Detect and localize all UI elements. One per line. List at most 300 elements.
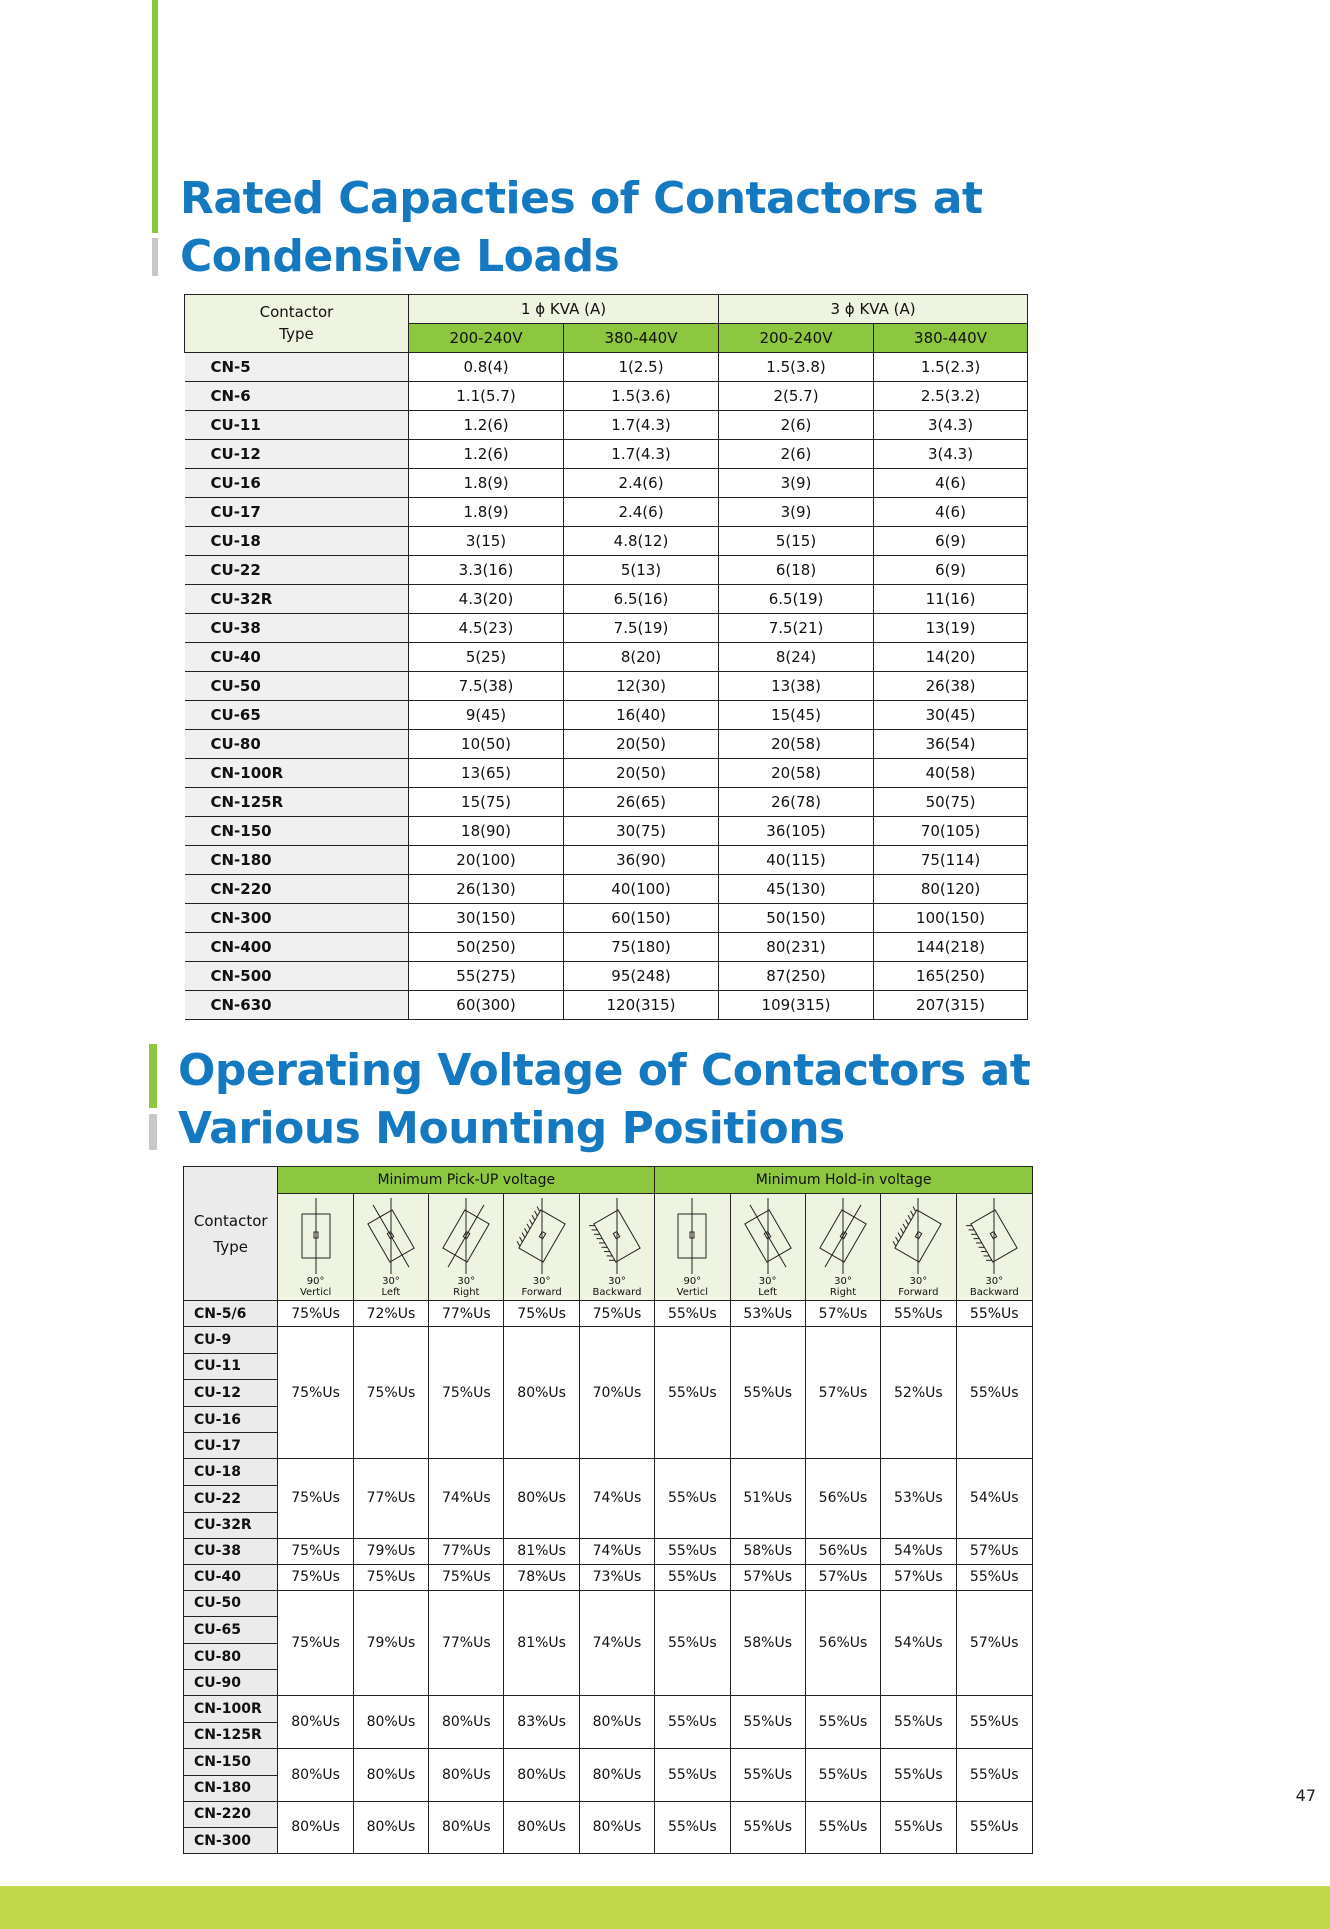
- capacity-cell: 7.5(38): [409, 672, 564, 701]
- mounting-position-header: [730, 1194, 805, 1301]
- table-row: [185, 933, 1028, 962]
- contactor-type-cell: CN-5/6: [184, 1301, 278, 1327]
- voltage-cell: 53%Us: [730, 1301, 805, 1327]
- capacity-cell: 109(315): [719, 991, 874, 1020]
- position-angle: 30°: [532, 1276, 551, 1287]
- voltage-cell: 79%Us: [353, 1590, 428, 1696]
- capacity-cell: 45(130): [719, 875, 874, 904]
- voltage-cell: 51%Us: [730, 1459, 805, 1538]
- contactor-type-cell: CU-38: [185, 614, 409, 643]
- capacity-cell: 60(150): [564, 904, 719, 933]
- contactor-type-cell: CN-220: [184, 1801, 278, 1828]
- voltage-cell: 75%Us: [278, 1301, 353, 1327]
- voltage-cell: 55%Us: [655, 1801, 730, 1854]
- table-row: [185, 875, 1028, 904]
- capacity-cell: 6.5(16): [564, 585, 719, 614]
- voltage-cell: 80%Us: [579, 1748, 654, 1801]
- capacity-cell: 5(25): [409, 643, 564, 672]
- position-name: Forward: [521, 1287, 562, 1298]
- table-row: [184, 1590, 1033, 1617]
- table-row: [185, 788, 1028, 817]
- t2-holdin-header: Minimum Hold-in voltage: [655, 1167, 1033, 1194]
- voltage-cell: 80%Us: [504, 1748, 579, 1801]
- capacity-cell: 20(58): [719, 759, 874, 788]
- voltage-cell: 54%Us: [956, 1459, 1032, 1538]
- capacity-cell: 1.5(3.6): [564, 382, 719, 411]
- voltage-cell: 80%Us: [429, 1696, 504, 1749]
- accent-bar-gray-mid: [149, 1114, 157, 1150]
- voltage-cell: 55%Us: [881, 1801, 956, 1854]
- voltage-cell: 77%Us: [429, 1538, 504, 1564]
- voltage-cell: 80%Us: [429, 1748, 504, 1801]
- voltage-cell: 52%Us: [881, 1327, 956, 1459]
- voltage-cell: 80%Us: [504, 1801, 579, 1854]
- voltage-cell: 55%Us: [956, 1696, 1032, 1749]
- contactor-type-cell: CU-50: [184, 1590, 278, 1617]
- contactor-type-cell: CU-22: [184, 1485, 278, 1512]
- mounting-position-header: [655, 1194, 730, 1301]
- voltage-cell: 55%Us: [655, 1301, 730, 1327]
- t2-contactor-type-header: Contactor Type: [184, 1167, 278, 1301]
- table-row: [185, 672, 1028, 701]
- capacity-cell: 10(50): [409, 730, 564, 759]
- voltage-cell: 55%Us: [805, 1696, 880, 1749]
- voltage-cell: 57%Us: [956, 1590, 1032, 1696]
- backward-tilt-mount-icon: [957, 1196, 1032, 1276]
- table-row: [185, 498, 1028, 527]
- contactor-type-cell: CN-300: [184, 1828, 278, 1854]
- capacity-cell: 26(65): [564, 788, 719, 817]
- capacity-cell: 1.8(9): [409, 498, 564, 527]
- section2-title: Operating Voltage of Contactors at Various Mounting Positions: [178, 1045, 1031, 1154]
- voltage-cell: 55%Us: [730, 1748, 805, 1801]
- capacity-cell: 3(9): [719, 469, 874, 498]
- voltage-cell: 53%Us: [881, 1459, 956, 1538]
- capacity-cell: 2(6): [719, 440, 874, 469]
- capacity-cell: 207(315): [874, 991, 1028, 1020]
- backward-tilt-mount-icon: [580, 1196, 654, 1276]
- capacity-cell: 4.3(20): [409, 585, 564, 614]
- capacity-cell: 6.5(19): [719, 585, 874, 614]
- voltage-cell: 80%Us: [429, 1801, 504, 1854]
- voltage-cell: 55%Us: [655, 1590, 730, 1696]
- contactor-type-cell: CU-50: [185, 672, 409, 701]
- contactor-type-cell: CN-150: [185, 817, 409, 846]
- contactor-type-cell: CN-180: [184, 1775, 278, 1801]
- table-row: [185, 440, 1028, 469]
- contactor-type-cell: CU-40: [185, 643, 409, 672]
- capacity-cell: 1.1(5.7): [409, 382, 564, 411]
- capacity-cell: 30(150): [409, 904, 564, 933]
- t1-single-phase-header: 1 ϕ KVA (A): [409, 295, 719, 324]
- voltage-cell: 55%Us: [655, 1748, 730, 1801]
- capacity-cell: 30(45): [874, 701, 1028, 730]
- capacity-cell: 1.5(3.8): [719, 353, 874, 382]
- position-angle: 90°: [683, 1276, 702, 1287]
- right-tilt-mount-icon: [806, 1196, 880, 1276]
- table-row: [185, 817, 1028, 846]
- operating-voltage-table: [183, 1166, 1033, 1854]
- voltage-cell: 80%Us: [353, 1801, 428, 1854]
- voltage-cell: 55%Us: [956, 1327, 1032, 1459]
- capacity-cell: 7.5(21): [719, 614, 874, 643]
- capacity-cell: 4(6): [874, 469, 1028, 498]
- voltage-cell: 55%Us: [805, 1748, 880, 1801]
- capacity-cell: 70(105): [874, 817, 1028, 846]
- voltage-cell: 80%Us: [579, 1801, 654, 1854]
- capacity-cell: 165(250): [874, 962, 1028, 991]
- capacity-cell: 16(40): [564, 701, 719, 730]
- position-angle: 30°: [909, 1276, 928, 1287]
- capacity-cell: 75(180): [564, 933, 719, 962]
- capacity-cell: 6(9): [874, 527, 1028, 556]
- t1-voltage-header: 200-240V: [409, 324, 564, 353]
- capacity-cell: 7.5(19): [564, 614, 719, 643]
- voltage-cell: 75%Us: [278, 1459, 353, 1538]
- voltage-cell: 80%Us: [504, 1327, 579, 1459]
- contactor-type-cell: CU-18: [184, 1459, 278, 1486]
- capacity-cell: 1.8(9): [409, 469, 564, 498]
- capacity-cell: 18(90): [409, 817, 564, 846]
- voltage-cell: 75%Us: [429, 1327, 504, 1459]
- rated-capacities-table: [184, 294, 1028, 1020]
- voltage-cell: 83%Us: [504, 1696, 579, 1749]
- capacity-cell: 3(15): [409, 527, 564, 556]
- voltage-cell: 57%Us: [730, 1564, 805, 1590]
- capacity-cell: 8(24): [719, 643, 874, 672]
- contactor-type-cell: CN-150: [184, 1748, 278, 1775]
- capacity-cell: 2.4(6): [564, 469, 719, 498]
- position-angle: 30°: [457, 1276, 476, 1287]
- table-row: [184, 1327, 1033, 1354]
- contactor-type-cell: CN-220: [185, 875, 409, 904]
- voltage-cell: 56%Us: [805, 1459, 880, 1538]
- capacity-cell: 1.7(4.3): [564, 411, 719, 440]
- voltage-cell: 55%Us: [655, 1564, 730, 1590]
- capacity-cell: 55(275): [409, 962, 564, 991]
- contactor-type-cell: CU-40: [184, 1564, 278, 1590]
- voltage-cell: 74%Us: [579, 1538, 654, 1564]
- capacity-cell: 50(250): [409, 933, 564, 962]
- capacity-cell: 20(50): [564, 759, 719, 788]
- capacity-cell: 95(248): [564, 962, 719, 991]
- capacity-cell: 2.4(6): [564, 498, 719, 527]
- voltage-cell: 77%Us: [353, 1459, 428, 1538]
- capacity-cell: 1.7(4.3): [564, 440, 719, 469]
- voltage-cell: 75%Us: [504, 1301, 579, 1327]
- contactor-type-cell: CU-12: [184, 1380, 278, 1407]
- contactor-type-cell: CN-180: [185, 846, 409, 875]
- capacity-cell: 9(45): [409, 701, 564, 730]
- capacity-cell: 11(16): [874, 585, 1028, 614]
- t1-voltage-header: 380-440V: [874, 324, 1028, 353]
- voltage-cell: 55%Us: [956, 1748, 1032, 1801]
- position-name: Left: [381, 1287, 401, 1298]
- voltage-cell: 57%Us: [805, 1564, 880, 1590]
- voltage-cell: 81%Us: [504, 1538, 579, 1564]
- voltage-cell: 55%Us: [655, 1327, 730, 1459]
- table-row: [185, 382, 1028, 411]
- contactor-type-cell: CN-300: [185, 904, 409, 933]
- mounting-position-header: [579, 1194, 654, 1301]
- capacity-cell: 0.8(4): [409, 353, 564, 382]
- table-row: [185, 701, 1028, 730]
- position-name: Right: [453, 1287, 480, 1298]
- contactor-type-cell: CU-65: [184, 1617, 278, 1644]
- accent-bar-gray-top: [152, 238, 158, 276]
- table-row: [185, 962, 1028, 991]
- capacity-cell: 14(20): [874, 643, 1028, 672]
- table-row: [185, 469, 1028, 498]
- voltage-cell: 80%Us: [579, 1696, 654, 1749]
- t2-pickup-header: Minimum Pick-UP voltage: [278, 1167, 655, 1194]
- voltage-cell: 55%Us: [655, 1696, 730, 1749]
- voltage-cell: 75%Us: [278, 1564, 353, 1590]
- contactor-type-cell: CN-400: [185, 933, 409, 962]
- contactor-type-cell: CU-38: [184, 1538, 278, 1564]
- voltage-cell: 57%Us: [881, 1564, 956, 1590]
- voltage-cell: 80%Us: [278, 1748, 353, 1801]
- table-row: [185, 730, 1028, 759]
- voltage-cell: 74%Us: [429, 1459, 504, 1538]
- capacity-cell: 2(5.7): [719, 382, 874, 411]
- voltage-cell: 77%Us: [429, 1301, 504, 1327]
- capacity-cell: 2.5(3.2): [874, 382, 1028, 411]
- forward-tilt-mount-icon: [504, 1196, 578, 1276]
- voltage-cell: 75%Us: [429, 1564, 504, 1590]
- mounting-position-header: [429, 1194, 504, 1301]
- contactor-type-cell: CU-22: [185, 556, 409, 585]
- capacity-cell: 13(65): [409, 759, 564, 788]
- capacity-cell: 3(4.3): [874, 440, 1028, 469]
- capacity-cell: 6(9): [874, 556, 1028, 585]
- footer-bar: [0, 1886, 1330, 1929]
- capacity-cell: 1.5(2.3): [874, 353, 1028, 382]
- mounting-position-header: [881, 1194, 956, 1301]
- contactor-type-cell: CN-5: [185, 353, 409, 382]
- position-name: Verticl: [299, 1287, 332, 1298]
- voltage-cell: 75%Us: [278, 1590, 353, 1696]
- capacity-cell: 20(50): [564, 730, 719, 759]
- voltage-cell: 70%Us: [579, 1327, 654, 1459]
- voltage-cell: 55%Us: [655, 1459, 730, 1538]
- contactor-type-cell: CU-11: [184, 1353, 278, 1380]
- contactor-type-cell: CU-17: [185, 498, 409, 527]
- capacity-cell: 40(58): [874, 759, 1028, 788]
- capacity-cell: 5(15): [719, 527, 874, 556]
- vertical-mount-icon: [655, 1196, 729, 1276]
- contactor-type-cell: CN-100R: [184, 1696, 278, 1723]
- contactor-type-cell: CU-32R: [185, 585, 409, 614]
- capacity-cell: 5(13): [564, 556, 719, 585]
- contactor-type-cell: CU-32R: [184, 1512, 278, 1538]
- position-name: Verticl: [676, 1287, 708, 1298]
- contactor-type-cell: CU-80: [185, 730, 409, 759]
- capacity-cell: 1.2(6): [409, 440, 564, 469]
- capacity-cell: 13(19): [874, 614, 1028, 643]
- voltage-cell: 80%Us: [278, 1801, 353, 1854]
- mounting-position-header: [353, 1194, 428, 1301]
- voltage-cell: 75%Us: [353, 1564, 428, 1590]
- contactor-type-cell: CU-16: [184, 1406, 278, 1433]
- capacity-cell: 26(78): [719, 788, 874, 817]
- voltage-cell: 75%Us: [278, 1327, 353, 1459]
- forward-tilt-mount-icon: [881, 1196, 955, 1276]
- table-row: [184, 1564, 1033, 1590]
- capacity-cell: 12(30): [564, 672, 719, 701]
- voltage-cell: 73%Us: [579, 1564, 654, 1590]
- contactor-type-cell: CN-630: [185, 991, 409, 1020]
- table-row: [185, 904, 1028, 933]
- voltage-cell: 56%Us: [805, 1590, 880, 1696]
- mounting-position-header: [805, 1194, 880, 1301]
- voltage-cell: 55%Us: [881, 1301, 956, 1327]
- capacity-cell: 15(45): [719, 701, 874, 730]
- capacity-cell: 40(100): [564, 875, 719, 904]
- table-row: [185, 411, 1028, 440]
- position-angle: 30°: [382, 1276, 400, 1287]
- voltage-cell: 77%Us: [429, 1590, 504, 1696]
- capacity-cell: 36(105): [719, 817, 874, 846]
- capacity-cell: 100(150): [874, 904, 1028, 933]
- capacity-cell: 3.3(16): [409, 556, 564, 585]
- contactor-type-cell: CU-90: [184, 1670, 278, 1696]
- capacity-cell: 26(38): [874, 672, 1028, 701]
- table-row: [184, 1696, 1033, 1723]
- position-name: Right: [829, 1287, 857, 1298]
- voltage-cell: 75%Us: [278, 1538, 353, 1564]
- voltage-cell: 74%Us: [579, 1459, 654, 1538]
- capacity-cell: 50(75): [874, 788, 1028, 817]
- position-angle: 30°: [985, 1276, 1004, 1287]
- mounting-position-header: [956, 1194, 1032, 1301]
- capacity-cell: 36(90): [564, 846, 719, 875]
- capacity-cell: 2(6): [719, 411, 874, 440]
- voltage-cell: 78%Us: [504, 1564, 579, 1590]
- position-angle: 30°: [608, 1276, 626, 1287]
- table-row: [184, 1459, 1033, 1486]
- voltage-cell: 56%Us: [805, 1538, 880, 1564]
- contactor-type-cell: CU-18: [185, 527, 409, 556]
- voltage-cell: 54%Us: [881, 1590, 956, 1696]
- voltage-cell: 75%Us: [579, 1301, 654, 1327]
- left-tilt-mount-icon: [731, 1196, 805, 1276]
- table-row: [185, 556, 1028, 585]
- voltage-cell: 58%Us: [730, 1590, 805, 1696]
- accent-bar-green-top: [152, 0, 158, 233]
- mounting-position-header: [278, 1194, 353, 1301]
- capacity-cell: 60(300): [409, 991, 564, 1020]
- voltage-cell: 54%Us: [881, 1538, 956, 1564]
- contactor-type-cell: CU-12: [185, 440, 409, 469]
- capacity-cell: 80(120): [874, 875, 1028, 904]
- capacity-cell: 36(54): [874, 730, 1028, 759]
- position-name: Forward: [898, 1287, 939, 1298]
- capacity-cell: 120(315): [564, 991, 719, 1020]
- position-angle: 30°: [758, 1276, 777, 1287]
- capacity-cell: 87(250): [719, 962, 874, 991]
- voltage-cell: 57%Us: [805, 1301, 880, 1327]
- capacity-cell: 1.2(6): [409, 411, 564, 440]
- voltage-cell: 72%Us: [353, 1301, 428, 1327]
- position-name: Left: [758, 1287, 778, 1298]
- voltage-cell: 80%Us: [278, 1696, 353, 1749]
- voltage-cell: 79%Us: [353, 1538, 428, 1564]
- capacity-cell: 15(75): [409, 788, 564, 817]
- table-row: [185, 643, 1028, 672]
- contactor-type-cell: CU-9: [184, 1327, 278, 1354]
- voltage-cell: 55%Us: [956, 1801, 1032, 1854]
- voltage-cell: 81%Us: [504, 1590, 579, 1696]
- right-tilt-mount-icon: [429, 1196, 503, 1276]
- voltage-cell: 55%Us: [730, 1801, 805, 1854]
- t1-voltage-header: 200-240V: [719, 324, 874, 353]
- voltage-cell: 55%Us: [881, 1696, 956, 1749]
- capacity-cell: 13(38): [719, 672, 874, 701]
- voltage-cell: 80%Us: [353, 1696, 428, 1749]
- left-tilt-mount-icon: [354, 1196, 428, 1276]
- contactor-type-cell: CU-65: [185, 701, 409, 730]
- voltage-cell: 57%Us: [805, 1327, 880, 1459]
- voltage-cell: 55%Us: [956, 1301, 1032, 1327]
- capacity-cell: 144(218): [874, 933, 1028, 962]
- capacity-cell: 3(9): [719, 498, 874, 527]
- table-row: [184, 1748, 1033, 1775]
- voltage-cell: 80%Us: [353, 1748, 428, 1801]
- contactor-type-cell: CN-500: [185, 962, 409, 991]
- contactor-type-cell: CN-125R: [185, 788, 409, 817]
- capacity-cell: 4.8(12): [564, 527, 719, 556]
- capacity-cell: 80(231): [719, 933, 874, 962]
- position-angle: 30°: [834, 1276, 852, 1287]
- voltage-cell: 80%Us: [504, 1459, 579, 1538]
- capacity-cell: 40(115): [719, 846, 874, 875]
- table-row: [184, 1538, 1033, 1564]
- page-number: 47: [1295, 1786, 1316, 1805]
- capacity-cell: 4(6): [874, 498, 1028, 527]
- table-row: [185, 585, 1028, 614]
- contactor-type-cell: CN-125R: [184, 1722, 278, 1748]
- voltage-cell: 55%Us: [730, 1327, 805, 1459]
- contactor-type-cell: CU-17: [184, 1433, 278, 1459]
- capacity-cell: 26(130): [409, 875, 564, 904]
- capacity-cell: 3(4.3): [874, 411, 1028, 440]
- position-angle: 90°: [306, 1276, 325, 1287]
- capacity-cell: 50(150): [719, 904, 874, 933]
- t1-three-phase-header: 3 ϕ KVA (A): [719, 295, 1028, 324]
- contactor-type-cell: CU-11: [185, 411, 409, 440]
- voltage-cell: 55%Us: [956, 1564, 1032, 1590]
- mounting-position-header: [504, 1194, 579, 1301]
- contactor-type-cell: CN-100R: [185, 759, 409, 788]
- capacity-cell: 75(114): [874, 846, 1028, 875]
- table-row: [185, 353, 1028, 382]
- voltage-cell: 74%Us: [579, 1590, 654, 1696]
- position-name: Backward: [969, 1287, 1019, 1298]
- table-row: [184, 1301, 1033, 1327]
- voltage-cell: 57%Us: [956, 1538, 1032, 1564]
- vertical-mount-icon: [278, 1196, 352, 1276]
- voltage-cell: 55%Us: [655, 1538, 730, 1564]
- voltage-cell: 55%Us: [805, 1801, 880, 1854]
- table-row: [184, 1801, 1033, 1828]
- capacity-cell: 4.5(23): [409, 614, 564, 643]
- table-row: [185, 614, 1028, 643]
- table-row: [185, 759, 1028, 788]
- voltage-cell: 58%Us: [730, 1538, 805, 1564]
- capacity-cell: 20(58): [719, 730, 874, 759]
- table-row: [185, 846, 1028, 875]
